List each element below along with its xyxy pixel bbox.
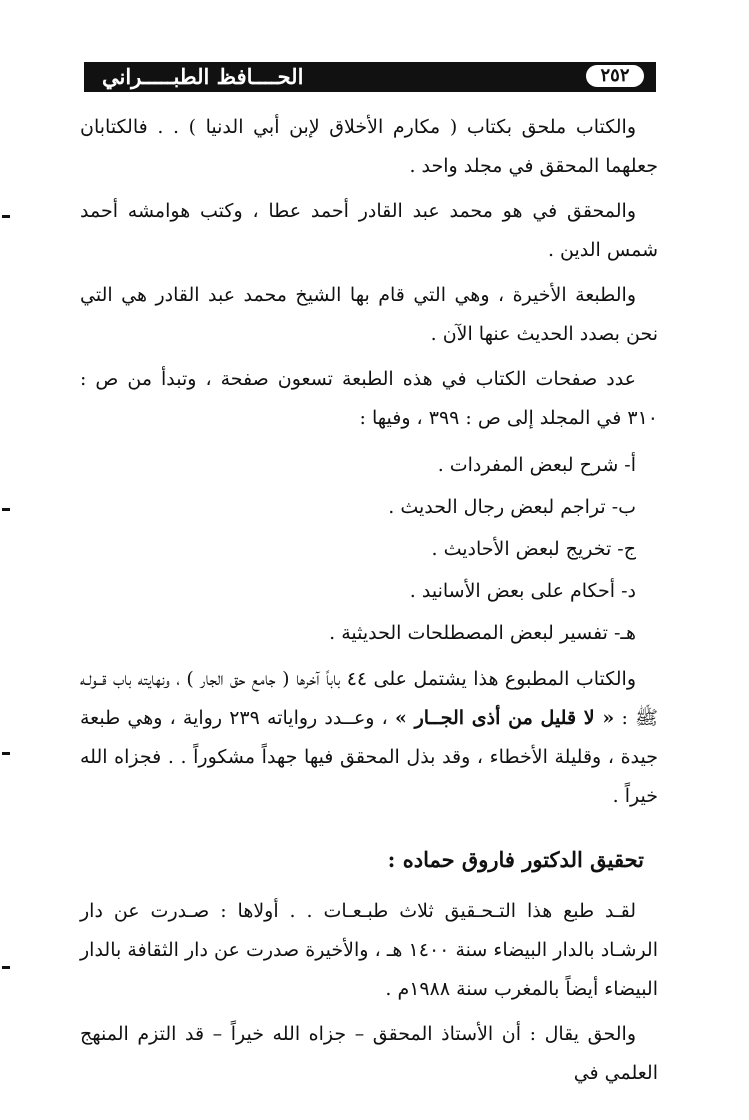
list-item: ج- تخريج لبعض الأحاديث .: [431, 538, 636, 560]
chapters-text-start: والكتاب المطبوع هذا يشتمل على ٤٤ باباً آخرها ( جامع حق الجار ) ، ونهايته باب قــولـه ﷺ :: [80, 668, 658, 729]
hadith-quote: « لا قليل من أذى الجــار »: [394, 707, 615, 729]
margin-mark: [2, 215, 10, 218]
chapters-text-end: ، وعــدد رواياته ٢٣٩ رواية ، وهي طبعة جيدة ، وقليلة الأخطاء ، وقد بذل المحقق فيها جهداً مشكوراً . . فجزاه الله خيراً .: [80, 707, 658, 807]
paragraph-editor: والمحقق في هو محمد عبد القادر أحمد عطا ، وكتب هوامشه أحمد شمس الدين .: [80, 200, 658, 261]
paragraph-page-count: عدد صفحات الكتاب في هذه الطبعة تسعون صفحة ، وتبدأ من ص : ٣١٠ في المجلد إلى ص : ٣٩٩ ، وفيها :: [80, 368, 658, 429]
paragraph-editions: لقـد طبع هذا التـحـقيق ثلاث طبـعـات . . أولاها : صـدرت عن دار الرشـاد بالدار البيضاء سنة ١٤٠٠ هـ ، والأخيرة صدرت عن دار الثقافة بالدار البيضاء أيضاً بالمغرب سنة ١٩٨٨م .: [80, 900, 658, 1000]
paragraph-latest-edition: والطبعة الأخيرة ، وهي التي قام بها الشيخ محمد عبد القادر هي التي نحن بصدد الحديث عنها الآن .: [80, 284, 658, 345]
list-item: ب- تراجم لبعض رجال الحديث .: [388, 496, 636, 518]
page-body: [80, 108, 658, 1099]
section-heading: تحقيق الدكتور فاروق حماده :: [387, 847, 644, 872]
list-item: أ- شرح لبعض المفردات .: [437, 454, 636, 476]
list-item: هـ- تفسير لبعض المصطلحات الحديثية .: [329, 622, 636, 644]
margin-mark: [2, 752, 10, 755]
features-list: [80, 444, 658, 654]
margin-mark: [2, 508, 10, 511]
paragraph-book-appendix: والكتاب ملحق بكتاب ( مكارم الأخلاق لإبن أبي الدنيا ) . . فالكتابان جعلهما المحقق في مجلد واحد .: [80, 116, 658, 177]
running-header: [84, 62, 656, 92]
paragraph-chapters: [80, 660, 658, 816]
page-number: ٢٥٢: [586, 65, 644, 87]
margin-mark: [2, 966, 10, 969]
running-title: الحــــافظ الطبـــــراني: [102, 64, 304, 89]
list-item: د- أحكام على بعض الأسانيد .: [409, 580, 636, 602]
paragraph-methodology: والحق يقال : أن الأستاذ المحقق – جزاه الله خيراً – قد التزم المنهج العلمي في: [80, 1023, 658, 1084]
